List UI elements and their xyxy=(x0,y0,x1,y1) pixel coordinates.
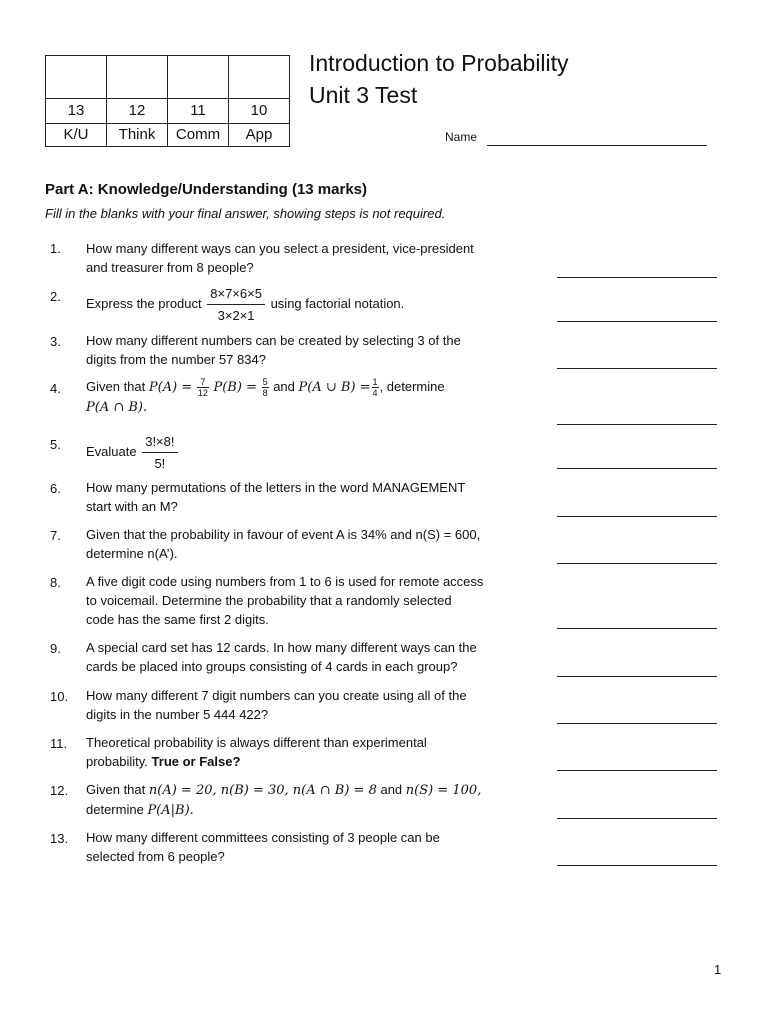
question-text: How many different ways can you select a president, vice-president xyxy=(86,241,474,256)
fraction-numerator: 8×7×6×5 xyxy=(207,284,265,305)
true-or-false-prompt: True or False? xyxy=(151,754,241,769)
question-text: and xyxy=(380,782,403,797)
question-text: How many permutations of the letters in the word MANAGEMENT xyxy=(86,480,466,495)
question-text: A five digit code using numbers from 1 to 6 is used for remote access xyxy=(86,574,484,589)
math-expression: n(S) = 100, xyxy=(405,783,482,798)
question-number: 4. xyxy=(50,381,61,396)
question-text: cards be placed into groups consisting of 4 cards in each group? xyxy=(86,659,458,674)
question-text: How many different numbers can be created by selecting 3 of the xyxy=(86,333,461,348)
question-13 xyxy=(86,828,516,866)
marks-score-cell xyxy=(168,56,229,99)
fraction-denominator: 5! xyxy=(154,456,166,471)
part-a-heading: Part A: Knowledge/Understanding (13 marks) xyxy=(45,181,368,198)
marks-category-ku: K/U xyxy=(46,124,107,147)
question-12 xyxy=(86,780,516,820)
question-text: to voicemail. Determine the probability that a randomly selected xyxy=(86,593,452,608)
question-text: using factorial notation. xyxy=(270,295,405,311)
question-8 xyxy=(86,572,516,629)
part-a-instructions: Fill in the blanks with your final answer, showing steps is not required. xyxy=(45,206,446,221)
question-number: 8. xyxy=(50,575,61,590)
question-10 xyxy=(86,686,516,724)
marks-total-app: 10 xyxy=(229,99,290,124)
question-number: 12. xyxy=(50,783,69,798)
marks-score-cell xyxy=(229,56,290,99)
question-number: 11. xyxy=(50,736,68,751)
question-9 xyxy=(86,638,516,676)
marks-category-think: Think xyxy=(107,124,168,147)
math-expression: n(A) = 20, n(B) = 30, n(A ∩ B) = 8 xyxy=(148,783,377,798)
answer-blank-2[interactable] xyxy=(557,321,717,322)
question-number: 13. xyxy=(50,831,69,846)
answer-blank-1[interactable] xyxy=(557,277,717,278)
answer-blank-8[interactable] xyxy=(557,628,717,629)
question-text: Given that xyxy=(86,782,146,797)
answer-blank-9[interactable] xyxy=(557,676,717,677)
question-1 xyxy=(86,239,516,277)
question-number: 2. xyxy=(50,289,61,304)
fraction-numerator: 3!×8! xyxy=(142,432,177,453)
answer-blank-7[interactable] xyxy=(557,563,717,564)
question-number: 1. xyxy=(50,241,61,256)
test-subtitle: Unit 3 Test xyxy=(309,82,418,108)
fraction-denominator: 12 xyxy=(197,388,208,399)
small-fraction xyxy=(262,377,269,398)
answer-blank-10[interactable] xyxy=(557,723,717,724)
math-expression: P(A) = xyxy=(148,380,193,395)
math-expression: P(A ∩ B). xyxy=(86,400,148,416)
marks-category-app: App xyxy=(229,124,290,147)
answer-blank-11[interactable] xyxy=(557,770,717,771)
question-text: determine n(A’). xyxy=(86,546,178,561)
answer-blank-13[interactable] xyxy=(557,865,717,866)
question-text: digits in the number 5 444 422? xyxy=(86,707,269,722)
fraction-numerator: 7 xyxy=(197,377,209,388)
question-text: Evaluate xyxy=(86,443,137,459)
name-field[interactable] xyxy=(487,145,707,146)
question-text: Given that xyxy=(86,379,146,394)
question-text: Given that the probability in favour of event A is 34% and n(S) = 600, xyxy=(86,527,481,542)
question-text: determine xyxy=(86,802,144,817)
answer-blank-3[interactable] xyxy=(557,368,717,369)
question-11 xyxy=(86,733,516,771)
question-number: 9. xyxy=(50,641,61,656)
question-text: Express the product xyxy=(86,295,202,311)
marks-score-cell xyxy=(107,56,168,99)
question-5 xyxy=(86,432,516,473)
question-number: 6. xyxy=(50,481,61,496)
small-fraction xyxy=(197,377,209,398)
math-expression: P(A|B). xyxy=(147,803,194,818)
marks-total-think: 12 xyxy=(107,99,168,124)
question-4 xyxy=(86,377,516,417)
fraction-numerator: 5 xyxy=(262,377,268,388)
name-label: Name xyxy=(445,130,478,144)
fraction-denominator: 8 xyxy=(262,388,268,399)
question-text: probability. xyxy=(86,754,148,769)
page-number: 1 xyxy=(714,962,722,977)
answer-blank-6[interactable] xyxy=(557,516,717,517)
question-number: 3. xyxy=(50,334,61,349)
answer-blank-12[interactable] xyxy=(557,818,717,819)
marks-score-cell xyxy=(46,56,107,99)
fraction-denominator: 4 xyxy=(372,388,378,399)
question-text: , determine xyxy=(379,379,445,394)
question-text: selected from 6 people? xyxy=(86,849,225,864)
question-text: A special card set has 12 cards. In how many different ways can the xyxy=(86,640,477,655)
question-7 xyxy=(86,525,516,563)
fraction-numerator: 1 xyxy=(372,377,378,388)
small-fraction xyxy=(372,377,379,398)
question-text: and xyxy=(273,379,295,394)
question-2 xyxy=(86,284,516,325)
test-title: Introduction to Probability xyxy=(309,50,569,76)
math-expression: P(B) = xyxy=(213,380,257,395)
question-number: 5. xyxy=(50,437,61,452)
question-text: Theoretical probability is always different than experimental xyxy=(86,735,427,750)
question-3 xyxy=(86,331,516,369)
marks-total-ku: 13 xyxy=(46,99,107,124)
marks-total-comm: 11 xyxy=(168,99,229,124)
product-fraction xyxy=(207,284,265,325)
question-number: 10. xyxy=(50,689,69,704)
question-6 xyxy=(86,478,516,516)
marks-table xyxy=(45,55,290,147)
question-text: digits from the number 57 834? xyxy=(86,352,266,367)
question-text: code has the same first 2 digits. xyxy=(86,612,269,627)
answer-blank-5[interactable] xyxy=(557,468,717,469)
answer-blank-4[interactable] xyxy=(557,424,717,425)
question-text: How many different committees consisting of 3 people can be xyxy=(86,830,440,845)
fraction-denominator: 3×2×1 xyxy=(217,308,255,323)
question-text: start with an M? xyxy=(86,499,178,514)
question-text: and treasurer from 8 people? xyxy=(86,260,254,275)
question-number: 7. xyxy=(50,528,61,543)
math-expression: P(A ∪ B) = xyxy=(298,380,371,395)
evaluate-fraction xyxy=(142,432,177,473)
question-text: How many different 7 digit numbers can you create using all of the xyxy=(86,688,467,703)
marks-category-comm: Comm xyxy=(168,124,229,147)
